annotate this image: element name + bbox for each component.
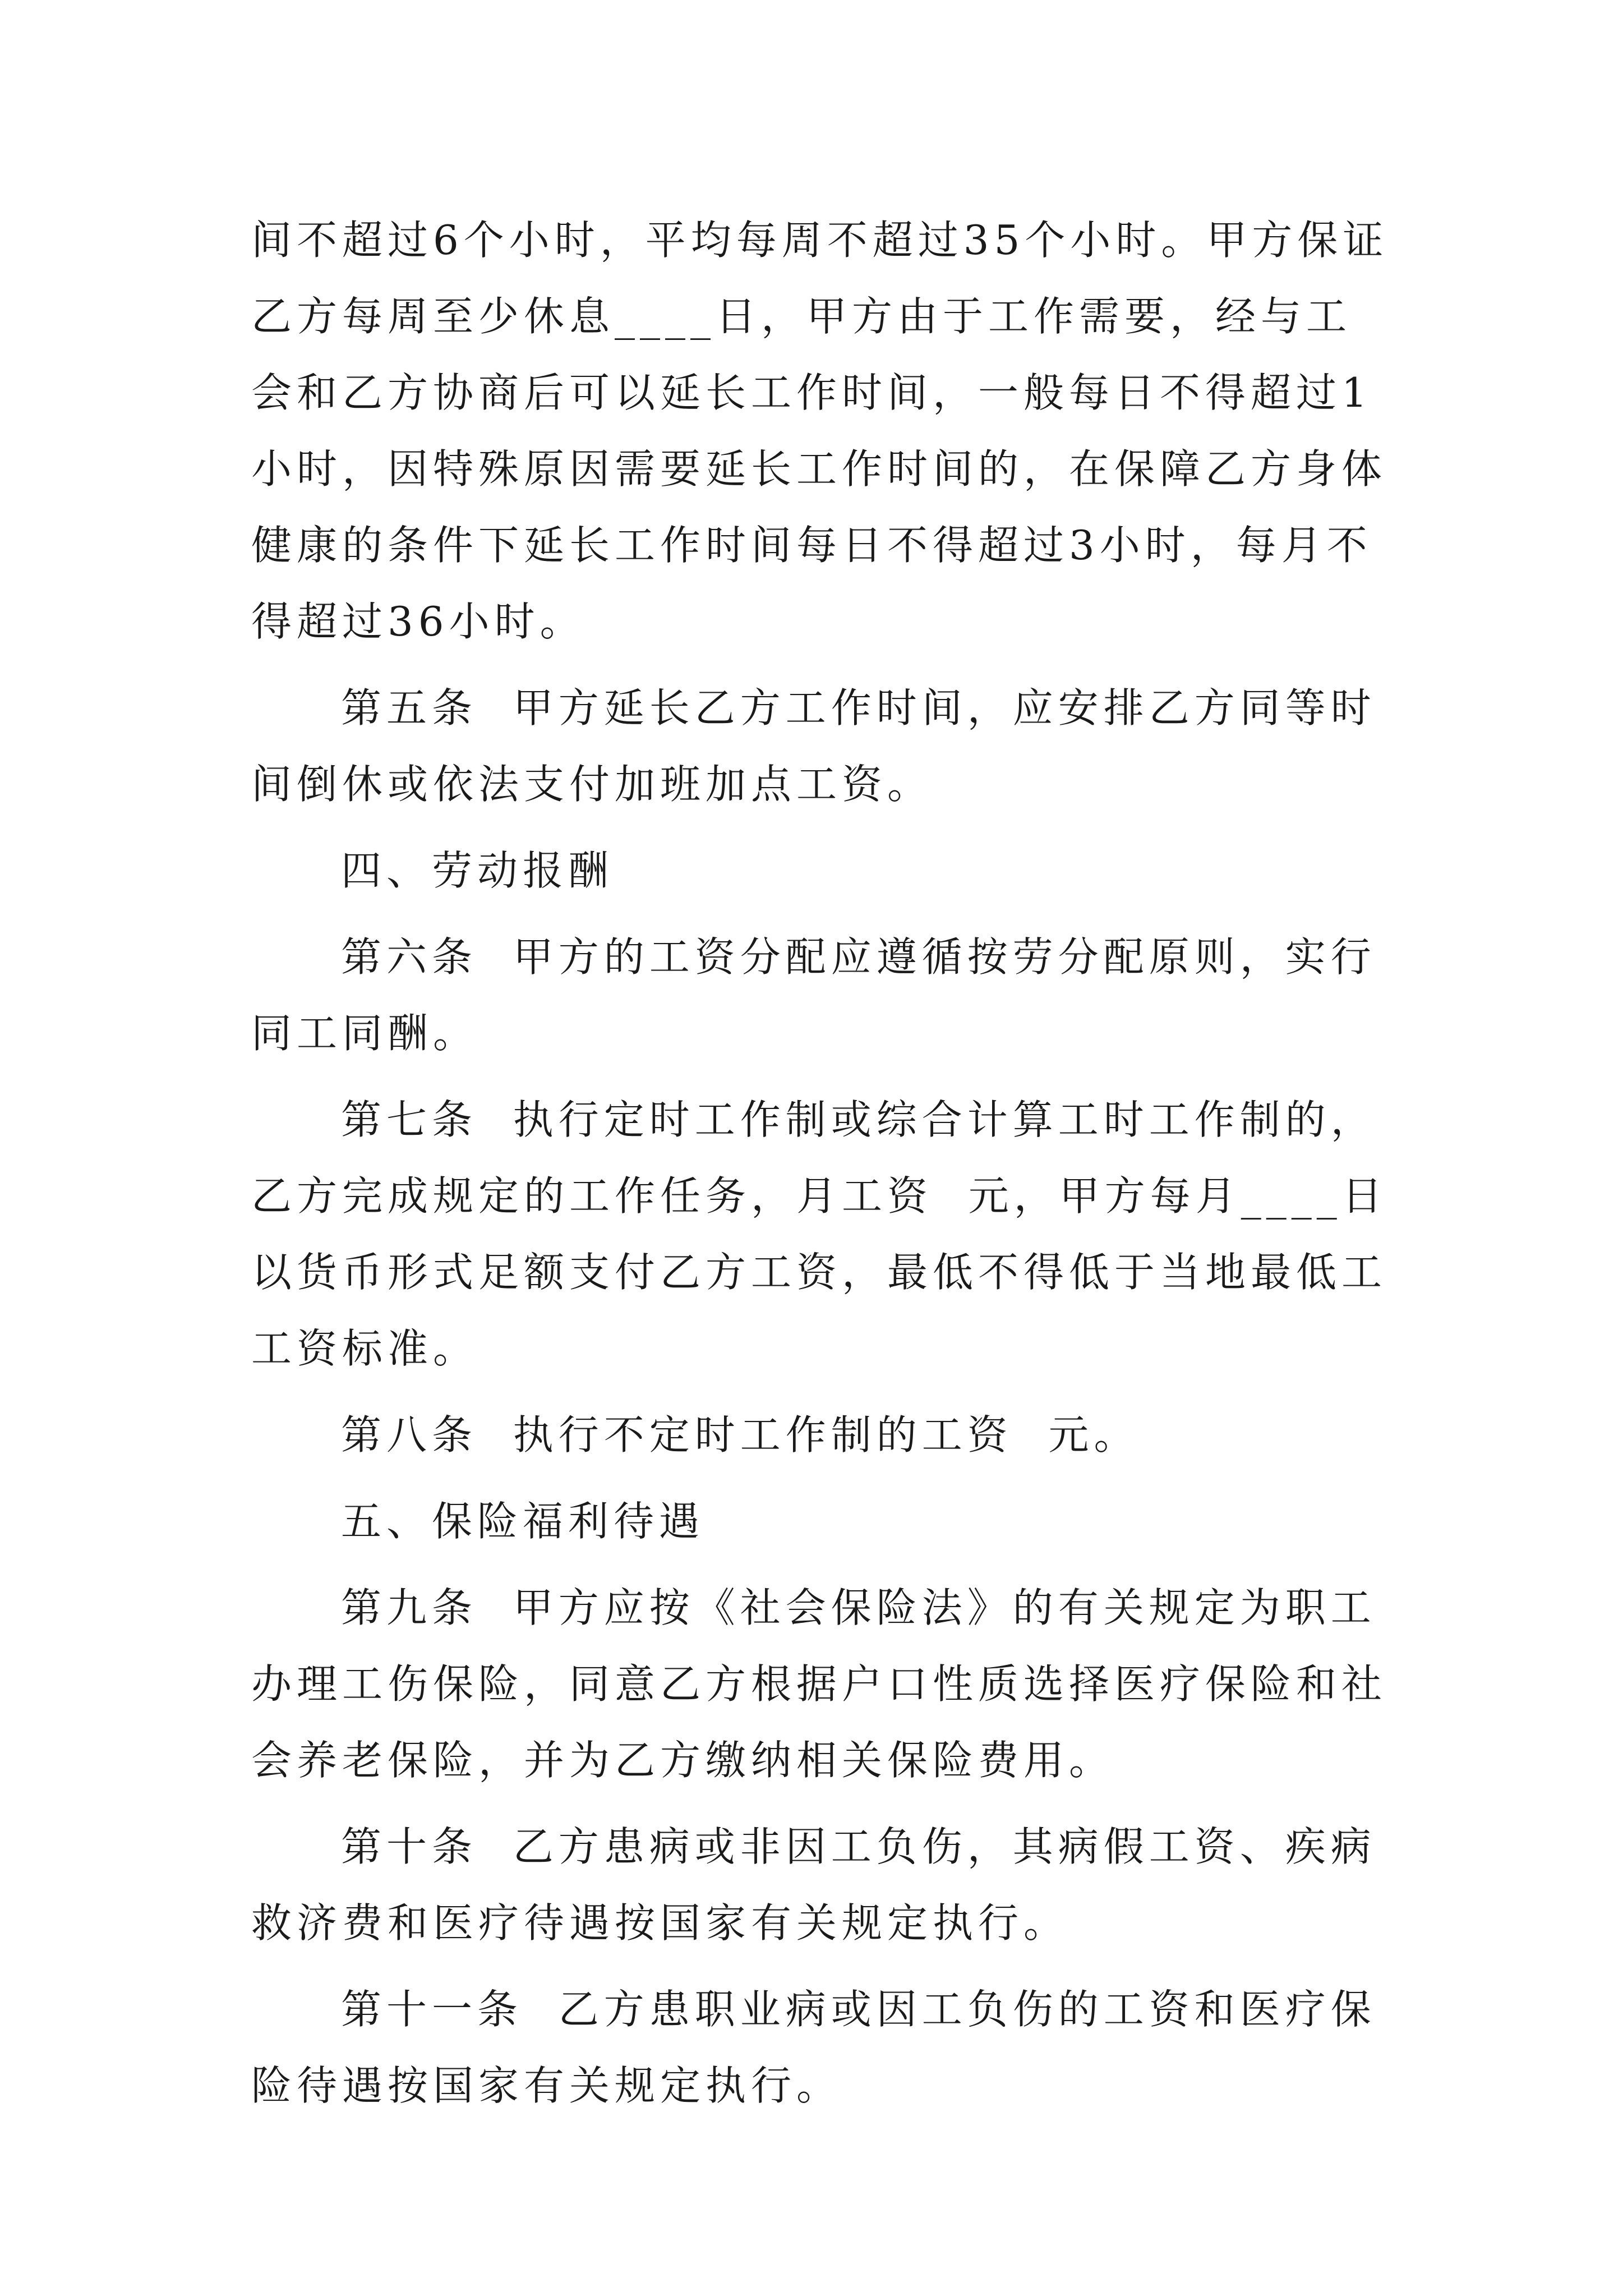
- paragraph-article-7: 第七条 执行定时工作制或综合计算工时工作制的，乙方完成规定的工作任务，月工资 元，甲方每月____日以货币形式足额支付乙方工资，最低不得低于当地最低工工资标准。: [251, 1096, 1387, 1372]
- section-heading-insurance-welfare: 五、保险福利待遇: [341, 1498, 705, 1545]
- paragraph-article-10: 第十条 乙方患病或非因工负伤，其病假工资、疾病救济费和医疗待遇按国家有关规定执行。: [251, 1823, 1376, 1947]
- paragraph-article-6: 第六条 甲方的工资分配应遵循按劳分配原则，实行同工同酬。: [251, 933, 1376, 1057]
- section-heading-labor-remuneration: 四、劳动报酬: [341, 847, 614, 894]
- paragraph-article-5: 第五条 甲方延长乙方工作时间，应安排乙方同等时间倒休或依法支付加班加点工资。: [251, 684, 1376, 808]
- paragraph-article-11: 第十一条 乙方患职业病或因工负伤的工资和医疗保险待遇按国家有关规定执行。: [251, 1986, 1376, 2109]
- paragraph-article-9: 第九条 甲方应按《社会保险法》的有关规定为职工办理工伤保险，同意乙方根据户口性质选择医疗保险和社会养老保险，并为乙方缴纳相关保险费用。: [251, 1584, 1387, 1784]
- paragraph-working-hours: 间不超过6个小时，平均每周不超过35个小时。甲方保证乙方每周至少休息____日，甲方由于工作需要，经与工会和乙方协商后可以延长工作时间，一般每日不得超过1小时，因特殊原因需要延长工作时间的，在保障乙方身体健康的条件下延长工作时间每日不得超过3小时，每月不得超过36小时。: [251, 217, 1389, 645]
- paragraph-article-8: 第八条 执行不定时工作制的工资 元。: [341, 1411, 1140, 1458]
- document-body: [251, 202, 1395, 2134]
